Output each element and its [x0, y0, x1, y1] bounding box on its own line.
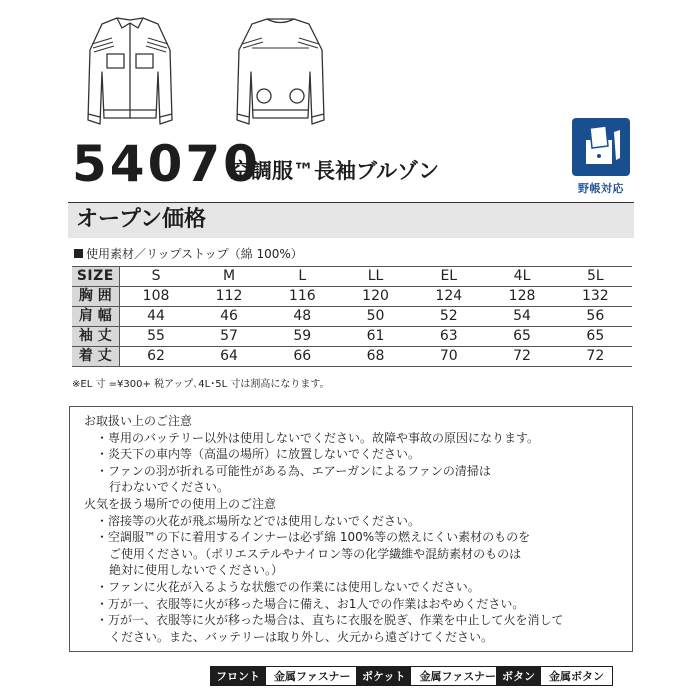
material-text: 使用素材／リップストップ（綿 100%） [86, 247, 303, 261]
value-cell: 68 [339, 347, 412, 367]
value-cell: 72 [485, 347, 558, 367]
value-cell: 72 [559, 347, 632, 367]
row-label: 肩 幅 [72, 307, 119, 327]
caution-heading: 火気を扱う場所での使用上のご注意 [84, 496, 277, 511]
value-cell: 50 [339, 307, 412, 327]
value-cell: 44 [119, 307, 192, 327]
caution-item: ・ファンに火花が入るような状態での作業には使用しないでください。 [96, 579, 480, 594]
price-band [68, 202, 634, 238]
caution-item: ・ファンの羽が折れる可能性がある為、エアーガンによるファンの清掃は [96, 463, 491, 478]
caution-item: 行わないでください。 [109, 480, 230, 495]
value-cell: 61 [339, 327, 412, 347]
square-bullet-icon [74, 249, 83, 258]
spec-front-value: 金属ファスナー [266, 666, 360, 686]
value-cell: 55 [119, 327, 192, 347]
table-row [72, 327, 632, 347]
fan-right-icon [290, 89, 304, 103]
size-cell: 5L [559, 267, 632, 287]
price-text: オープン価格 [76, 207, 207, 232]
value-cell: 108 [119, 287, 192, 307]
spec-front [210, 666, 360, 686]
caution-item: ・空調服™の下に着用するインナーは必ず綿 100%等の燃えにくい素材のものを [96, 530, 531, 545]
value-cell: 128 [485, 287, 558, 307]
spec-button-tag: ボタン [496, 666, 541, 686]
size-cell: L [266, 267, 339, 287]
value-cell: 57 [192, 327, 265, 347]
caution-item: ・万が一、衣服等に火が移った場合に備え、お1人での作業はおやめください。 [96, 596, 525, 611]
product-name: 空調服™長袖ブルゾン [230, 159, 440, 183]
size-cell: M [192, 267, 265, 287]
badge-label: 野帳対応 [578, 182, 624, 195]
caution-box [69, 406, 633, 652]
value-cell: 112 [192, 287, 265, 307]
value-cell: 64 [192, 347, 265, 367]
value-cell: 70 [412, 347, 485, 367]
spec-pocket [356, 666, 505, 686]
row-label: 胸 囲 [72, 287, 119, 307]
value-cell: 54 [485, 307, 558, 327]
size-header-row [72, 267, 632, 287]
value-cell: 48 [266, 307, 339, 327]
value-cell: 65 [485, 327, 558, 347]
value-cell: 52 [412, 307, 485, 327]
material-info [74, 247, 303, 261]
caution-heading: お取扱い上のご注意 [84, 414, 193, 428]
size-cell: LL [339, 267, 412, 287]
jacket-back-icon [237, 19, 324, 124]
size-note: ※EL 寸 =¥300+ 税アップ､4L･5L 寸は割高になります。 [72, 379, 330, 390]
value-cell: 46 [192, 307, 265, 327]
row-label: 着 丈 [72, 347, 119, 367]
caution-item: ください。また、バッテリーは取り外し、火元から遠ざけてください。 [109, 629, 494, 644]
size-table [72, 266, 632, 367]
value-cell: 124 [412, 287, 485, 307]
table-row [72, 287, 632, 307]
caution-item: ・専用のバッテリー以外は使用しないでください。故障や事故の原因になります。 [96, 430, 540, 445]
badge-box [572, 118, 630, 176]
size-header-label: SIZE [72, 267, 119, 287]
spec-pocket-tag: ポケット [356, 666, 411, 686]
value-cell: 65 [559, 327, 632, 347]
size-cell: S [119, 267, 192, 287]
spec-pocket-value: 金属ファスナー [411, 666, 505, 686]
value-cell: 62 [119, 347, 192, 367]
notebook-pocket-icon [572, 118, 630, 176]
table-row [72, 307, 632, 327]
spec-button [496, 666, 613, 686]
caution-item: ・溶接等の火花が飛ぶ場所などでは使用しないでください。 [96, 513, 421, 528]
jacket-illustration [62, 14, 372, 134]
spec-button-value: 金属ボタン [541, 666, 613, 686]
size-cell: 4L [485, 267, 558, 287]
caution-item: 絶対に使用しないでください。） [109, 563, 284, 578]
jacket-front-icon [88, 18, 172, 124]
caution-item: ご使用ください。（ポリエステルやナイロン等の化学繊維や混紡素材のものは [109, 546, 522, 561]
notebook-compatible-badge [571, 118, 631, 194]
caution-item: ・炎天下の車内等（高温の場所）に放置しないでください。 [96, 447, 421, 462]
row-label: 袖 丈 [72, 327, 119, 347]
value-cell: 120 [339, 287, 412, 307]
value-cell: 59 [266, 327, 339, 347]
spec-front-tag: フロント [210, 666, 266, 686]
caution-item: ・万が一、衣服等に火が移った場合は、直ちに衣服を脱ぎ、作業を中止して火を消して [96, 613, 564, 628]
fan-left-icon [257, 89, 271, 103]
size-cell: EL [412, 267, 485, 287]
table-row [72, 347, 632, 367]
value-cell: 116 [266, 287, 339, 307]
value-cell: 66 [266, 347, 339, 367]
value-cell: 63 [412, 327, 485, 347]
product-number: 54070 [72, 135, 261, 193]
value-cell: 56 [559, 307, 632, 327]
value-cell: 132 [559, 287, 632, 307]
